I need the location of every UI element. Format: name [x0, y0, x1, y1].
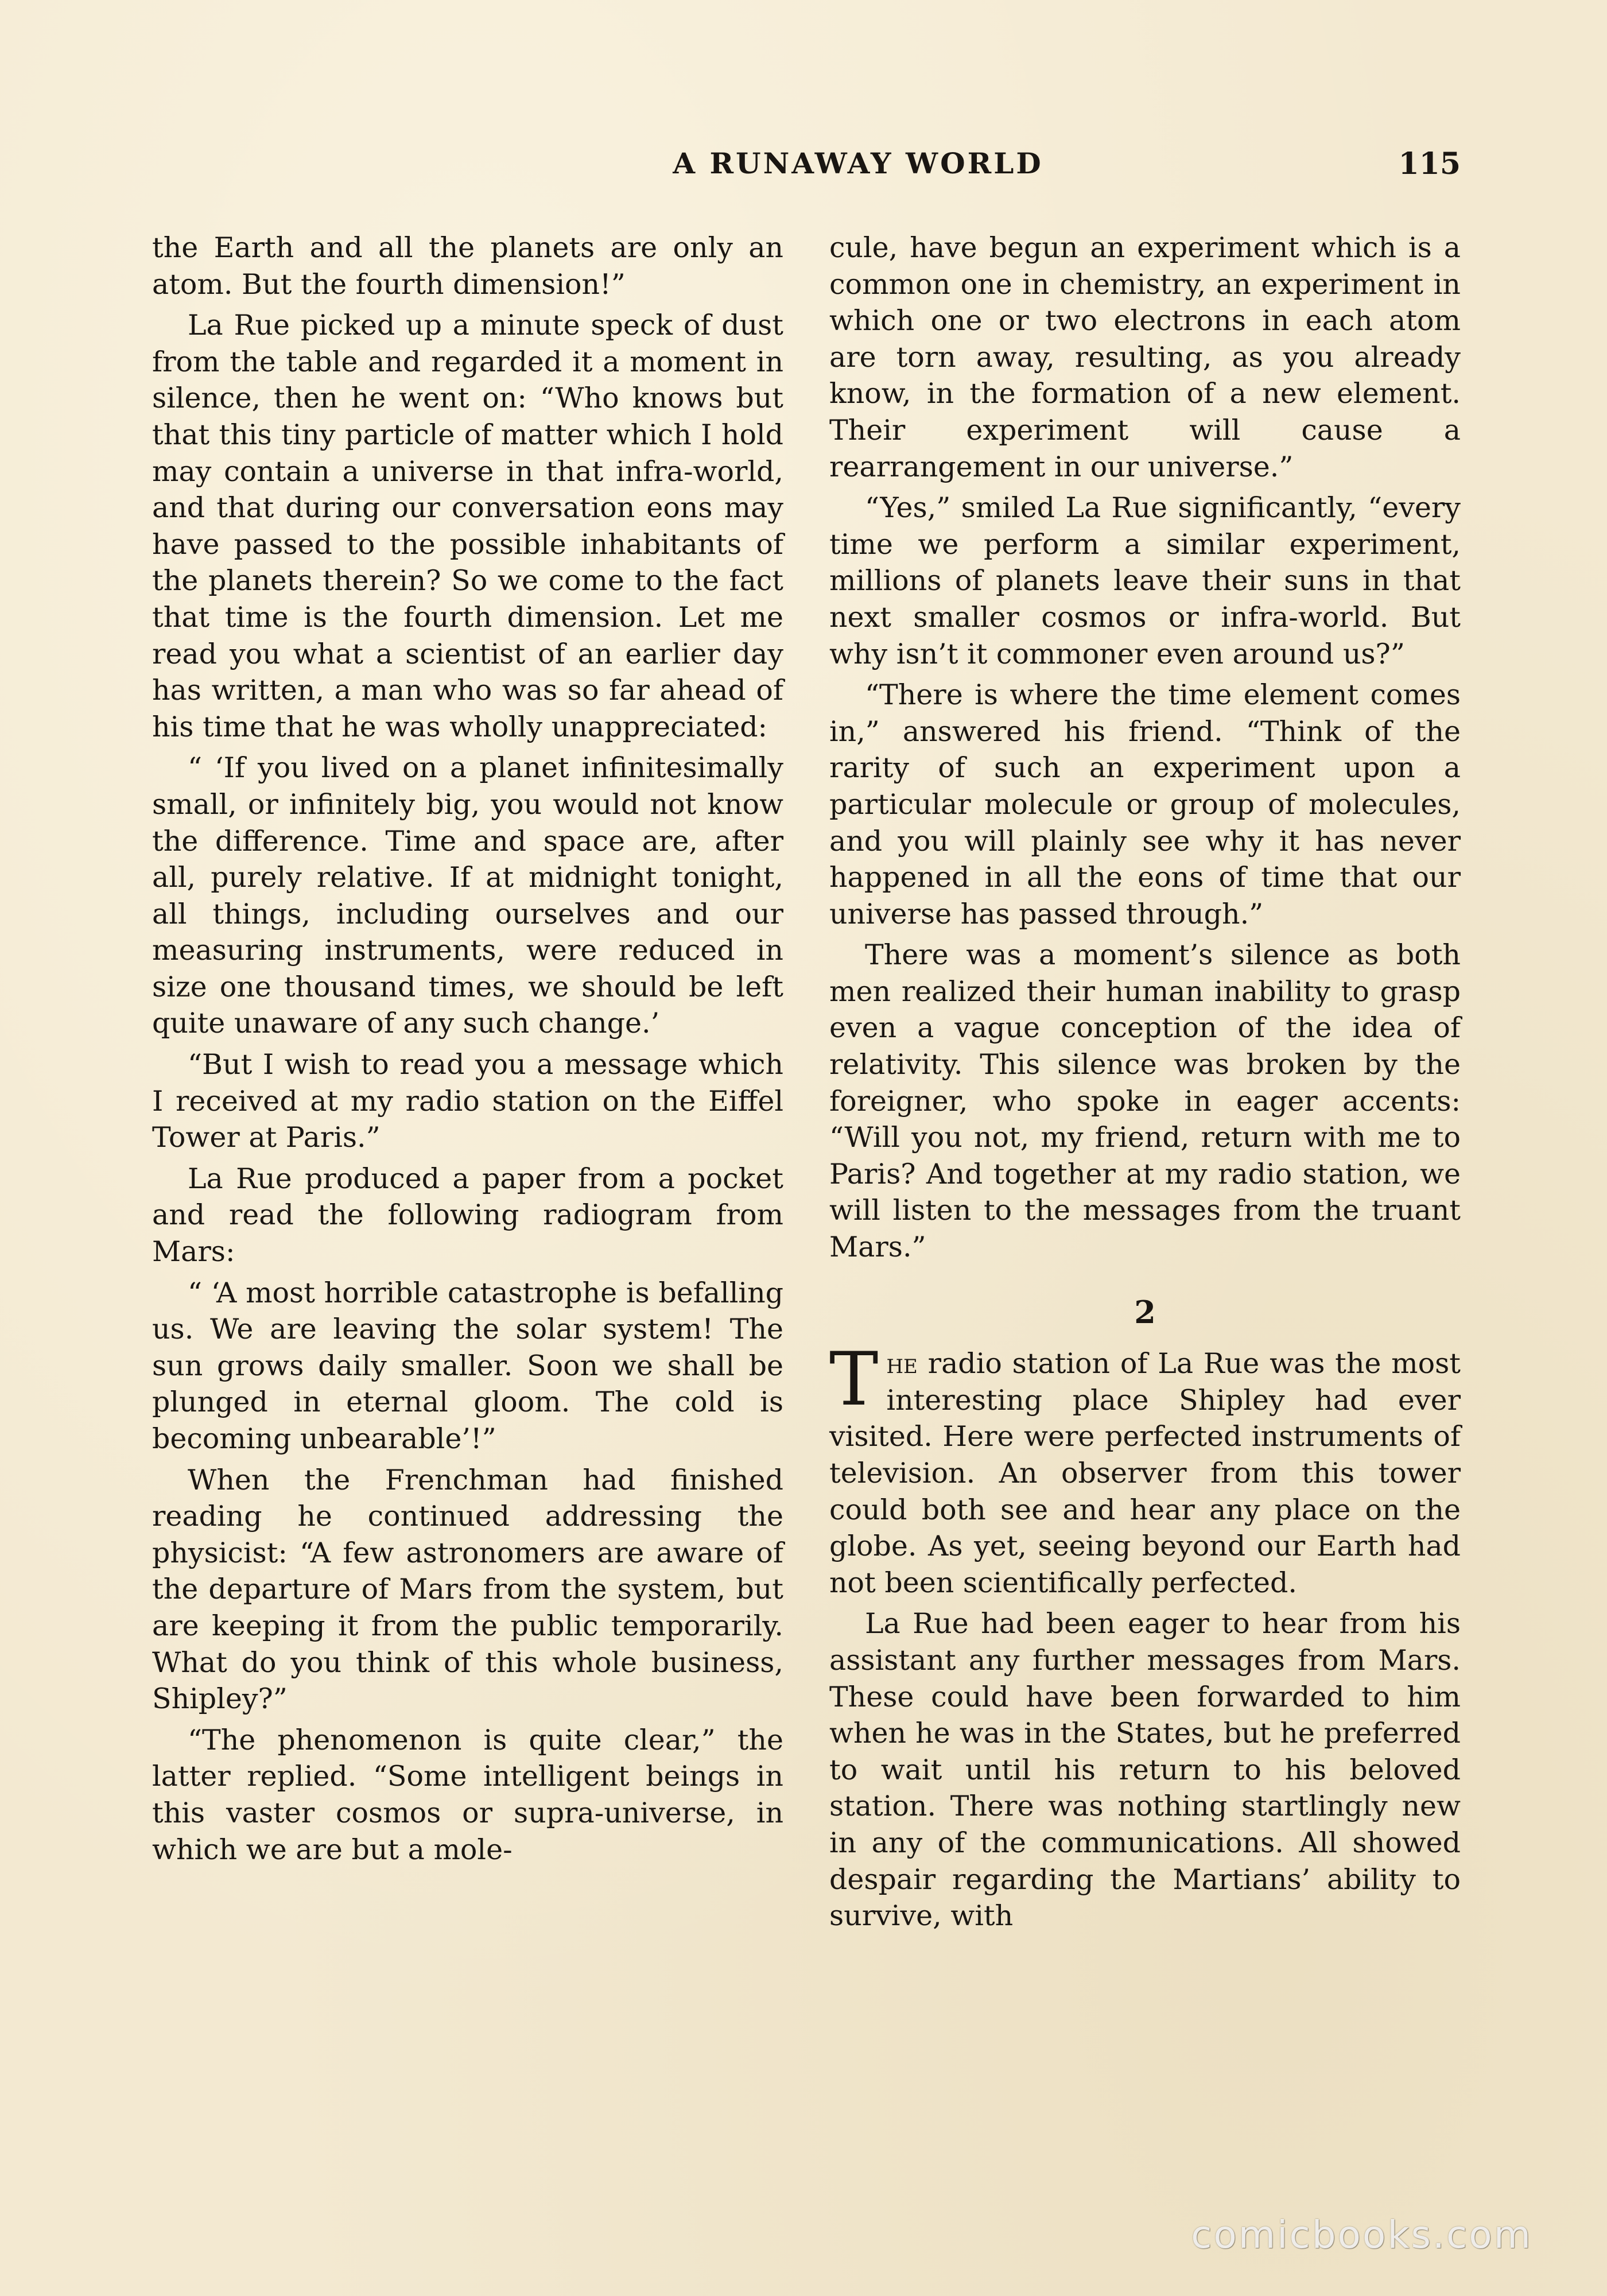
section-opening-paragraph: [829, 1337, 1461, 1601]
drop-cap: T: [829, 1337, 879, 1423]
paragraph: There was a moment’s silence as both men realized their human inability to grasp even a vague conception of the idea of relativity. This silence was broken by the foreigner, who spoke in eager accents: “Will you not, my friend, return with me to Paris? And together at my radio station, we will listen to the messages from the truant Mars.”: [829, 938, 1461, 1264]
section-number: 2: [1134, 1293, 1156, 1331]
paragraph: La Rue had been eager to hear from his assistant any further messages from Mars. These could have been forwarded to him when he was in the States, but he preferred to wait until his return to his beloved station. There was nothing startlingly new in any of the communications. All showed despair regarding the Martians’ ability to survive, with: [829, 1607, 1461, 1933]
paragraph: “But I wish to read you a message which I received at my radio station on the Eiffel Tower at Paris.”: [152, 1048, 783, 1154]
paragraph: the Earth and all the planets are only an atom. But the fourth dimension!”: [152, 231, 783, 301]
paragraph: “The phenomenon is quite clear,” the latter replied. “Some intelligent beings in this vaster cosmos or supra-universe, in which we are but a mole-: [152, 1723, 783, 1866]
paragraph: La Rue picked up a minute speck of dust from the table and regarded it a moment in silence, then he went on: “Who knows but that this tiny particle of matter which I hold may contain a universe in that infra-world, and that during our conversation eons may have passed to the possible inhabitants of the planets therein? So we come to the fact that time is the fourth dimension. Let me read you what a scientist of an earlier day has written, a man who was so far ahead of his time that he was wholly unappreciated:: [152, 309, 783, 743]
paragraph: La Rue produced a paper from a pocket and read the following radiogram from Mars:: [152, 1162, 783, 1269]
page-number: 115: [1398, 146, 1461, 181]
paragraph: “Yes,” smiled La Rue significantly, “every time we perform a similar experiment, millions of planets leave their suns in that next smaller cosmos or infra-world. But why isn’t it commoner even around us?”: [829, 491, 1461, 670]
paragraph: When the Frenchman had finished reading he continued addressing the physicist: “A few astronomers are aware of the departure of Mars from the system, but are keeping it from the public temporarily. What do you think of this whole business, Shipley?”: [152, 1463, 783, 1716]
left-column: [152, 230, 783, 1872]
paragraph: cule, have begun an experiment which is a common one in chemistry, an experiment in which one or two electrons in each atom are torn away, resulting, as you already know, in the formation of a new element. Their experiment will cause a rearrangement in our universe.”: [829, 231, 1461, 483]
quoted-paragraph: “ ‘If you lived on a planet infinitesimally small, or infinitely big, you would not know the difference. Time and space are, after all, purely relative. If at midnight tonight, all things, including ourselves and our measuring instruments, were reduced in size one thousand times, we should be left quite unaware of any such change.’: [152, 751, 783, 1040]
page-header: [0, 146, 1607, 187]
lead-in-smallcaps: he: [886, 1347, 918, 1380]
paragraph-text: radio station of La Rue was the most interesting place Shipley had ever visited. Here were perfected instruments of television. An observer from this tower could both see and hear any place on the globe. As yet, seeing beyond our Earth had not been scientifically perfected.: [829, 1347, 1461, 1599]
running-head: A RUNAWAY WORLD: [673, 146, 1043, 180]
quoted-paragraph: “ ‘A most horrible catastrophe is befalling us. We are leaving the solar system! The sun grows daily smaller. Soon we shall be plunged in eternal gloom. The cold is becoming unbearable’!”: [152, 1276, 783, 1455]
watermark: comicbooks.com: [1191, 2213, 1532, 2257]
paragraph: “There is where the time element comes in,” answered his friend. “Think of the rarity of such an experiment upon a particular molecule or group of molecules, and you will plainly see why it has never happened in all the eons of time that our universe has passed through.”: [829, 678, 1461, 930]
right-column: [829, 230, 1461, 1939]
